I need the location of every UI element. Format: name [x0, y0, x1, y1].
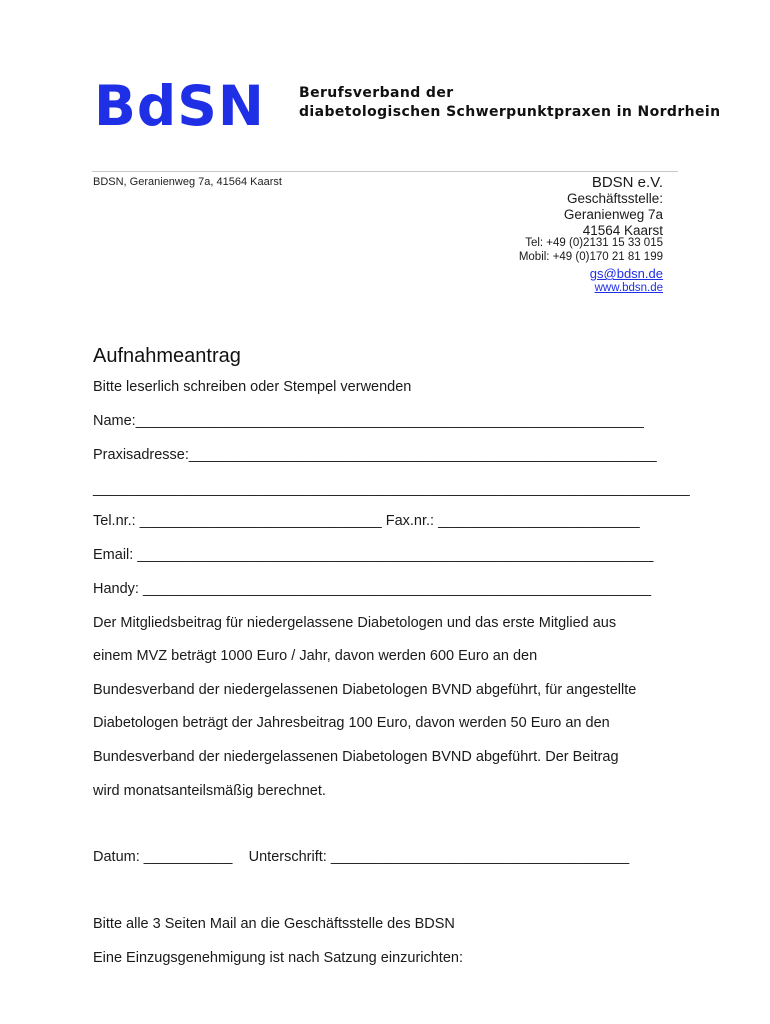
- signature-row: [93, 849, 629, 865]
- name-field[interactable]: _______________________________________________________________: [135, 413, 644, 429]
- address-office: Geschäftsstelle:: [566, 191, 663, 206]
- datum-label: Datum:: [93, 849, 140, 865]
- fee-text-line: Der Mitgliedsbeitrag für niedergelassene Diabetologen und das erste Mitglied aus: [93, 615, 617, 631]
- address-org-name: BDSN e.V.: [591, 174, 663, 191]
- fee-text-line: Bundesverband der niedergelassenen Diabetologen BVND abgeführt. Der Beitrag: [93, 749, 619, 765]
- handy-field[interactable]: _______________________________________________________________: [142, 581, 652, 597]
- datum-field[interactable]: ___________: [143, 849, 233, 865]
- praxis-field-2[interactable]: __________________________________________________________________________: [93, 481, 690, 497]
- fee-text-line: wird monatsanteilsmäßig berechnet.: [93, 783, 326, 799]
- header-divider: [92, 171, 678, 172]
- form-instruction: Bitte leserlich schreiben oder Stempel verwenden: [93, 379, 412, 395]
- address-street: Geranienweg 7a: [563, 207, 663, 222]
- name-row: [93, 413, 644, 429]
- email-label: Email:: [93, 547, 134, 563]
- org-name-line1: Berufsverband der: [299, 85, 454, 101]
- address-tel: Tel: +49 (0)2131 15 33 015: [525, 237, 663, 249]
- website-link[interactable]: www.bdsn.de: [594, 282, 663, 294]
- footer-instruction: Bitte alle 3 Seiten Mail an die Geschäftsstelle des BDSN: [93, 916, 455, 932]
- praxis-row: [93, 447, 657, 463]
- org-name-line2: diabetologischen Schwerpunktpraxen in Nordrhein: [299, 104, 721, 120]
- fee-text-line: Diabetologen beträgt der Jahresbeitrag 100 Euro, davon werden 50 Euro an den: [93, 715, 610, 731]
- sender-line: BDSN, Geranienweg 7a, 41564 Kaarst: [93, 176, 282, 188]
- email-field[interactable]: ________________________________________________________________: [137, 547, 654, 563]
- praxis-label: Praxisadresse:: [93, 447, 189, 463]
- bdsn-logo: BdSN: [94, 74, 265, 138]
- address-mobile: Mobil: +49 (0)170 21 81 199: [518, 251, 663, 263]
- name-label: Name:: [93, 413, 136, 429]
- praxis-row-2: [93, 481, 690, 497]
- handy-row: [93, 581, 651, 597]
- fax-field[interactable]: _________________________: [438, 513, 640, 529]
- tel-field[interactable]: ______________________________: [139, 513, 382, 529]
- email-row: [93, 547, 653, 563]
- form-title: Aufnahmeantrag: [93, 345, 241, 367]
- handy-label: Handy:: [93, 581, 139, 597]
- fee-text-line: einem MVZ beträgt 1000 Euro / Jahr, davon werden 600 Euro an den: [93, 648, 538, 664]
- footer-note: Eine Einzugsgenehmigung ist nach Satzung einzurichten:: [93, 950, 463, 966]
- email-link[interactable]: gs@bdsn.de: [589, 266, 663, 281]
- address-city: 41564 Kaarst: [582, 223, 663, 238]
- unterschrift-label: Unterschrift:: [248, 849, 327, 865]
- tel-fax-row: [93, 513, 640, 529]
- fax-label: Fax.nr.:: [385, 513, 435, 529]
- fee-text-line: Bundesverband der niedergelassenen Diabetologen BVND abgeführt, für angestellte: [93, 682, 637, 698]
- tel-label: Tel.nr.:: [93, 513, 136, 529]
- praxis-field[interactable]: __________________________________________________________: [188, 447, 657, 463]
- unterschrift-field[interactable]: _____________________________________: [330, 849, 630, 865]
